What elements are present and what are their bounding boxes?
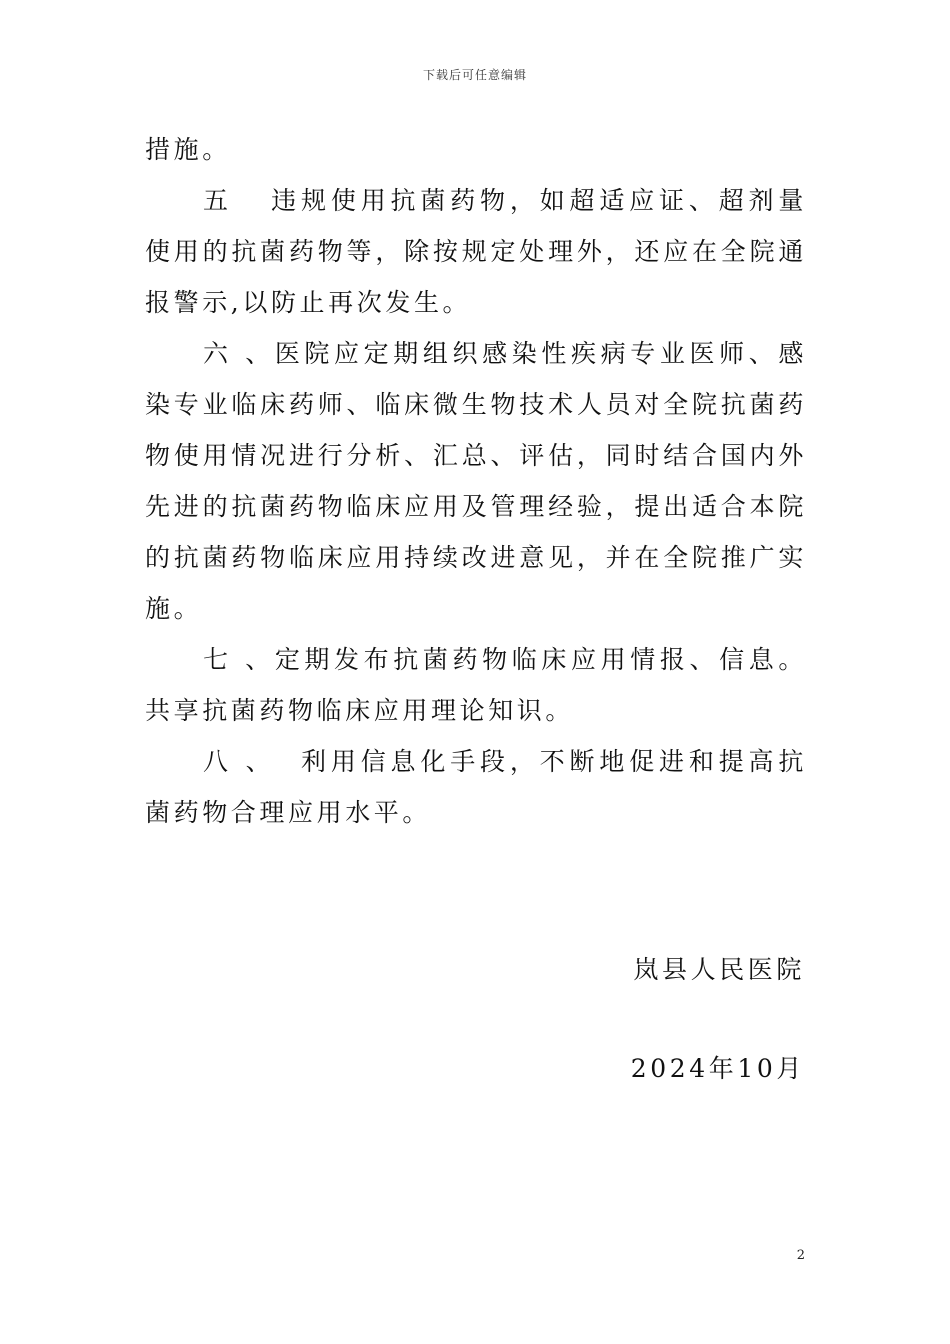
document-date: 2024年10月	[630, 1054, 805, 1083]
paragraph-item-7: 七 、定期发布抗菌药物临床应用情报、信息。共享抗菌药物临床应用理论知识。	[145, 645, 807, 725]
document-body	[145, 124, 807, 838]
page-number: 2	[796, 1248, 805, 1263]
paragraph-item-8: 八 、 利用信息化手段，不断地促进和提高抗菌药物合理应用水平。	[145, 747, 807, 827]
signature-organization: 岚县人民医院	[633, 955, 805, 984]
header-note: 下载后可任意编辑	[422, 68, 527, 82]
paragraph-continuation: 措施。	[145, 135, 231, 164]
paragraph-item-6: 六 、医院应定期组织感染性疾病专业医师、感染专业临床药师、临床微生物技术人员对全院抗菌药物使用情况进行分析、汇总、评估，同时结合国内外先进的抗菌药物临床应用及管理经验，提出适合本院的抗菌药物临床应用持续改进意见，并在全院推广实施。	[145, 339, 807, 623]
paragraph-item-5: 五 违规使用抗菌药物，如超适应证、超剂量使用的抗菌药物等，除按规定处理外，还应在全院通报警示,以防止再次发生。	[145, 186, 807, 317]
